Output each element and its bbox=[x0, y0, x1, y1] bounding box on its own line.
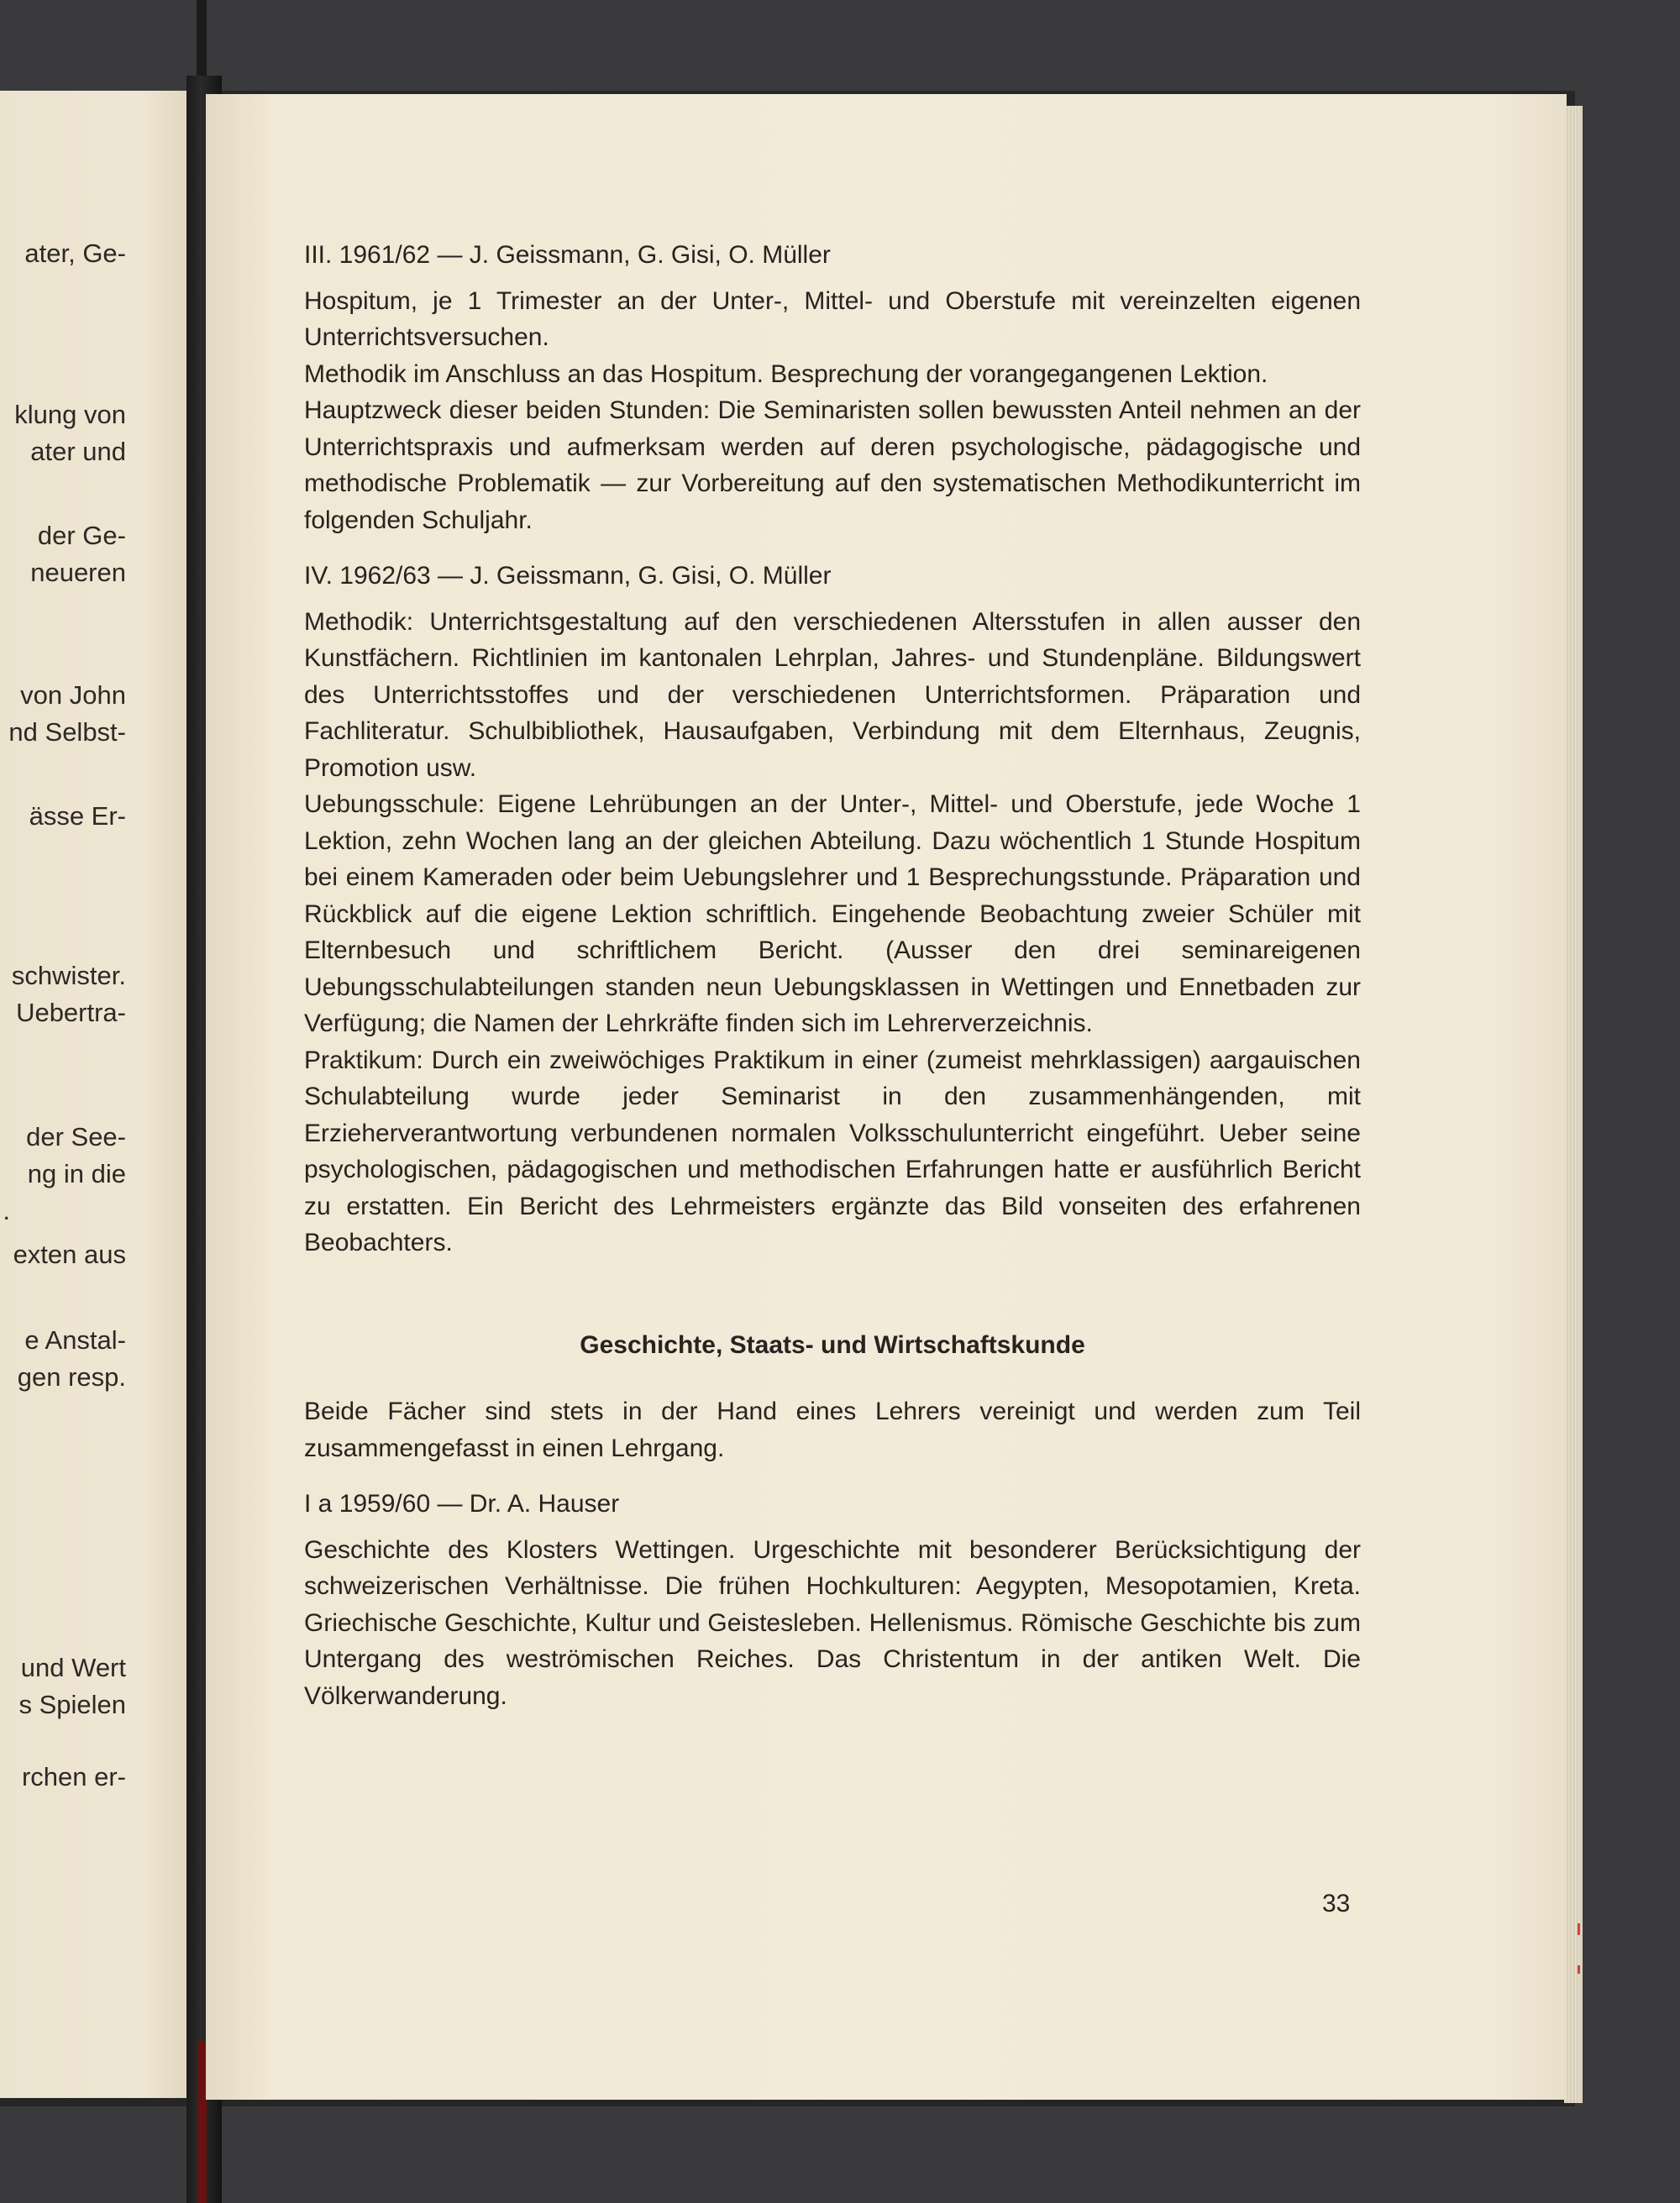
left-page-line: von John bbox=[20, 680, 126, 710]
left-page-line: der Ge- bbox=[37, 521, 126, 550]
paragraph: Uebungsschule: Eigene Lehrübungen an der Unter-, Mittel- und Oberstufe, jede Woche 1 Lektion, zehn Wochen lang an der gleichen Abteilung. Dazu wöchentlich 1 Stunde Hospitum bei einem Kameraden oder beim Uebungslehrer und 1 Besprechungsstunde. Präparation und Rückblick auf die eigene Lektion schriftlich. Eingehende Beobachtung zweier Schüler mit Elternbesuch und schriftlichem Bericht. (Ausser den drei seminareigenen Uebungsschulabteilungen standen neun Uebungsklassen in Wettingen und Ennetbaden zur Verfügung; die Namen der Lehrkräfte finden sich im Lehrerverzeichnis. bbox=[304, 790, 1361, 1037]
left-page-line: schwister. bbox=[11, 961, 126, 990]
left-page bbox=[0, 91, 202, 2098]
page-number: 33 bbox=[1322, 1890, 1351, 1917]
left-page-line: rchen er- bbox=[21, 1762, 126, 1791]
left-page-line: ater und bbox=[30, 437, 126, 466]
paragraph: Geschichte des Klosters Wettingen. Urgeschichte mit besonderer Berücksichtigung der schweizerischen Verhältnisse. Die frühen Hochkulturen: Aegypten, Mesopotamien, Kreta. Griechische Geschichte, Kultur und Geistesleben. Hellenismus. Römische Geschichte bis zum Untergang des weströmischen Reiches. Das Christentum in der antiken Welt. Die Völkerwanderung. bbox=[304, 1535, 1361, 1710]
course-heading: III. 1961/62 — J. Geissmann, G. Gisi, O. Müller bbox=[304, 241, 831, 269]
left-page-line: ässe Er- bbox=[29, 801, 126, 831]
left-page-line: der See- bbox=[26, 1122, 126, 1151]
left-page-line: und Wert bbox=[20, 1653, 126, 1682]
left-page-line: s Spielen bbox=[18, 1690, 126, 1719]
paragraph: Hospitum, je 1 Trimester an der Unter-, Mittel- und Oberstufe mit vereinzelten eigenen Unterrichtsversuchen. bbox=[304, 286, 1361, 351]
paragraph: Beide Fächer sind stets in der Hand eines Lehrers vereinigt und werden zum Teil zusammengefasst in einen Lehrgang. bbox=[304, 1398, 1361, 1462]
left-page-line: Uebertra- bbox=[16, 998, 126, 1027]
left-page-line: . bbox=[3, 1196, 10, 1225]
course-heading: I a 1959/60 — Dr. A. Hauser bbox=[304, 1490, 620, 1518]
left-page-line: exten aus bbox=[13, 1240, 126, 1269]
page-edges bbox=[1564, 106, 1583, 2103]
page-content bbox=[304, 237, 1361, 1714]
red-mark bbox=[1578, 1965, 1580, 1974]
left-page-line: klung von bbox=[14, 400, 126, 429]
left-page-line: ater, Ge- bbox=[24, 239, 126, 268]
left-page-line: ng in die bbox=[27, 1159, 126, 1188]
red-mark bbox=[1578, 1923, 1580, 1935]
paragraph: Methodik im Anschluss an das Hospitum. Besprechung der vorangegangenen Lektion. bbox=[304, 359, 1268, 388]
section-title: Geschichte, Staats- und Wirtschaftskunde bbox=[580, 1330, 1085, 1359]
left-page-line: gen resp. bbox=[17, 1362, 126, 1392]
paragraph: Praktikum: Durch ein zweiwöchiges Praktikum in einer (zumeist mehrklassigen) aargauischen Schulabteilung wurde jeder Seminarist in den zusammenhängenden, mit Erzieherverantwortung verbundenen normalen Volksschulunterricht eingeführt. Ueber seine psychologischen, pädagogischen und methodischen Erfahrungen hatte er ausführlich Bericht zu erstatten. Ein Bericht des Lehrmeisters ergänzte das Bild vonseiten des erfahrenen Beobachters. bbox=[304, 1046, 1361, 1256]
course-heading: IV. 1962/63 — J. Geissmann, G. Gisi, O. Müller bbox=[304, 562, 832, 590]
paragraph: Hauptzweck dieser beiden Stunden: Die Seminaristen sollen bewussten Anteil nehmen an der Unterrichtspraxis und aufmerksam werden auf deren psychologische, pädagogische und methodische Problematik — zur Vorbereitung auf den systematischen Methodikunterricht im folgenden Schuljahr. bbox=[304, 396, 1361, 534]
left-page-line: e Anstal- bbox=[24, 1325, 126, 1355]
left-page-line: neueren bbox=[30, 558, 126, 587]
paragraph: Methodik: Unterrichtsgestaltung auf den verschiedenen Altersstufen in allen ausser den Kunstfächern. Richtlinien im kantonalen Lehrplan, Jahres- und Stundenpläne. Bildungswert des Unterrichtsstoffes und der verschiedenen Unterrichtsformen. Präparation und Fachliteratur. Schulbibliothek, Hausaufgaben, Verbindung mit dem Elternhaus, Zeugnis, Promotion usw. bbox=[304, 607, 1361, 782]
left-page-line: nd Selbst- bbox=[8, 717, 126, 747]
